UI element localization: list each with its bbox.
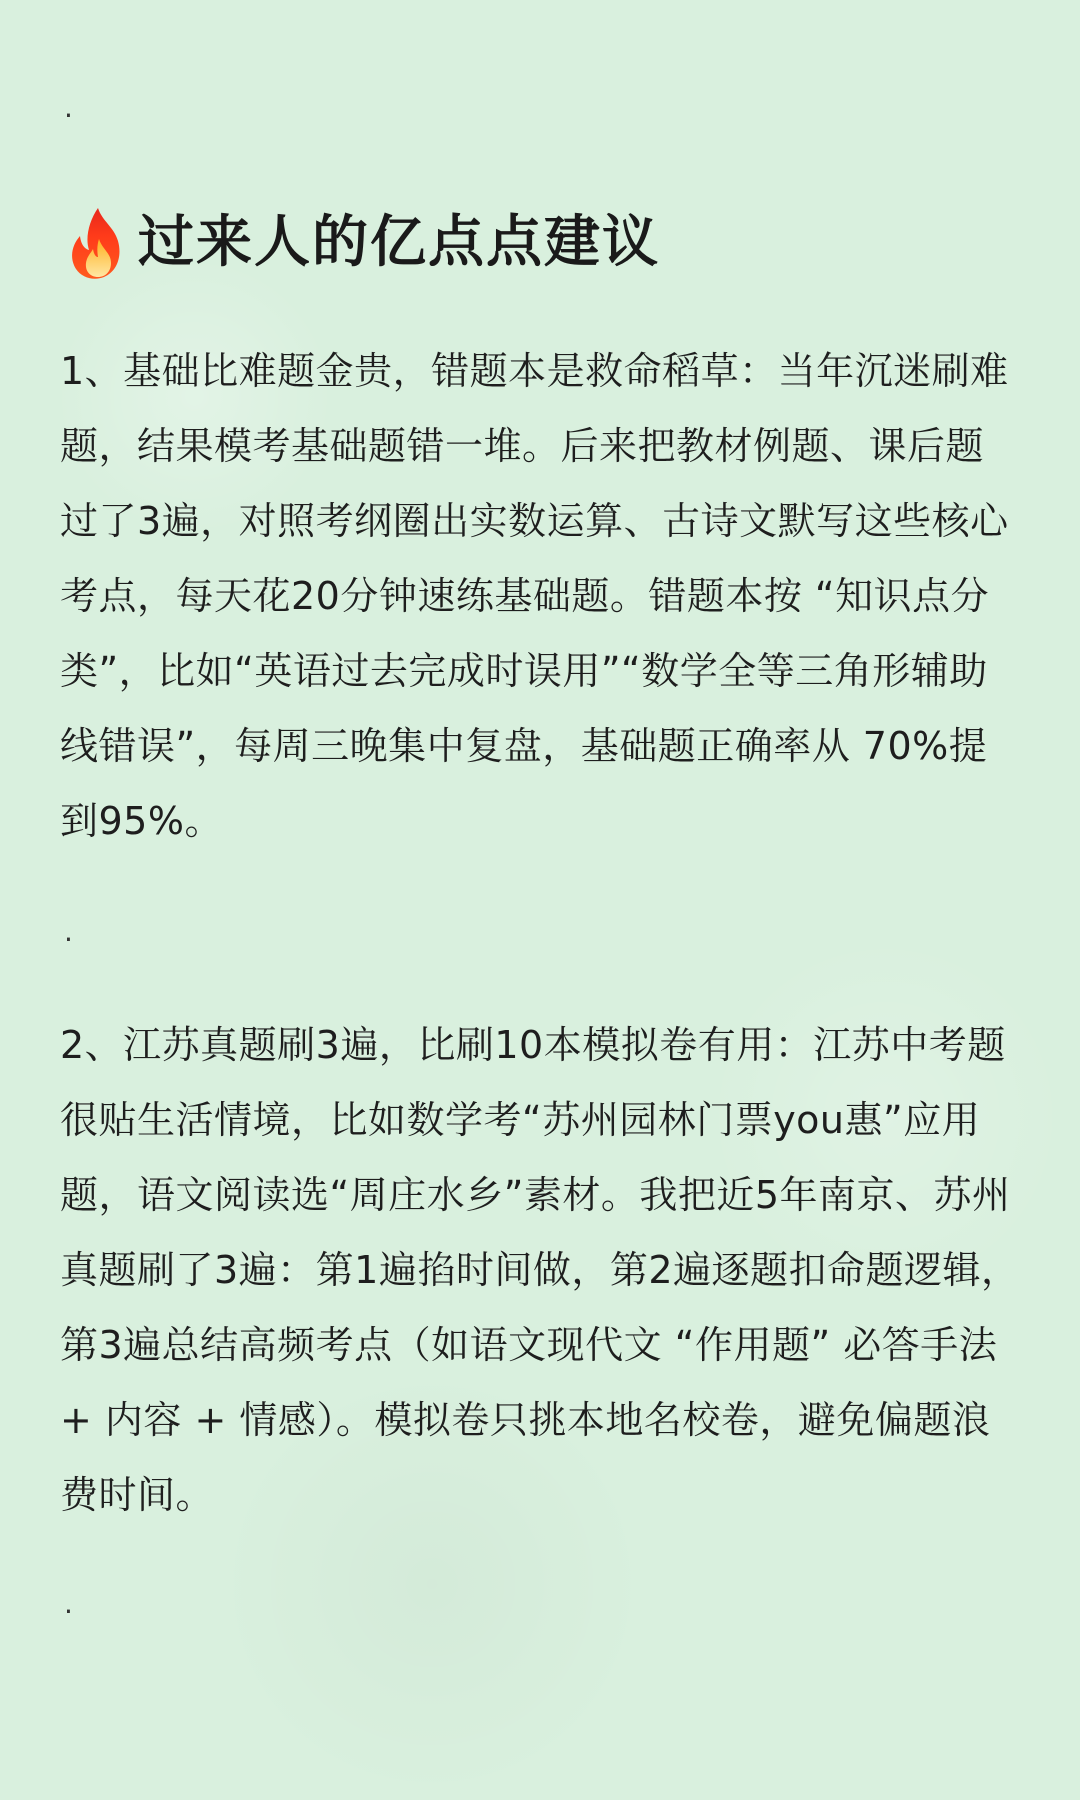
separator-dot: . — [64, 915, 73, 948]
advice-paragraph-2: 2、江苏真题刷3遍，比刷10本模拟卷有用：江苏中考题很贴生活情境，比如数学考“苏州园林门票you惠”应用题，语文阅读选“周庄水乡”素材。我把近5年南京、苏州真题刷了3遍：第1遍掐时间做，第2遍逐题扣命题逻辑，第3遍总结高频考点（如语文现代文 “作用题” 必答手法 + 内容 + 情感）。模拟卷只挑本地名校卷，避免偏题浪费时间。 — [60, 1023, 1020, 1517]
separator-dot: . — [64, 1587, 73, 1620]
fire-icon — [66, 205, 130, 281]
title-row — [66, 200, 660, 286]
advice-paragraph-1: 1、基础比难题金贵，错题本是救命稻草：当年沉迷刷难题，结果模考基础题错一堆。后来把教材例题、课后题过了3遍，对照考纲圈出实数运算、古诗文默写这些核心考点，每天花20分钟速练基础题。错题本按 “知识点分类”，比如“英语过去完成时误用”“数学全等三角形辅助线错误”，每周三晚集中复盘，基础题正确率从 70%提到95%。 — [60, 349, 1009, 843]
separator-dot: . — [64, 91, 73, 124]
page-title: 过来人的亿点点建议 — [138, 210, 660, 275]
